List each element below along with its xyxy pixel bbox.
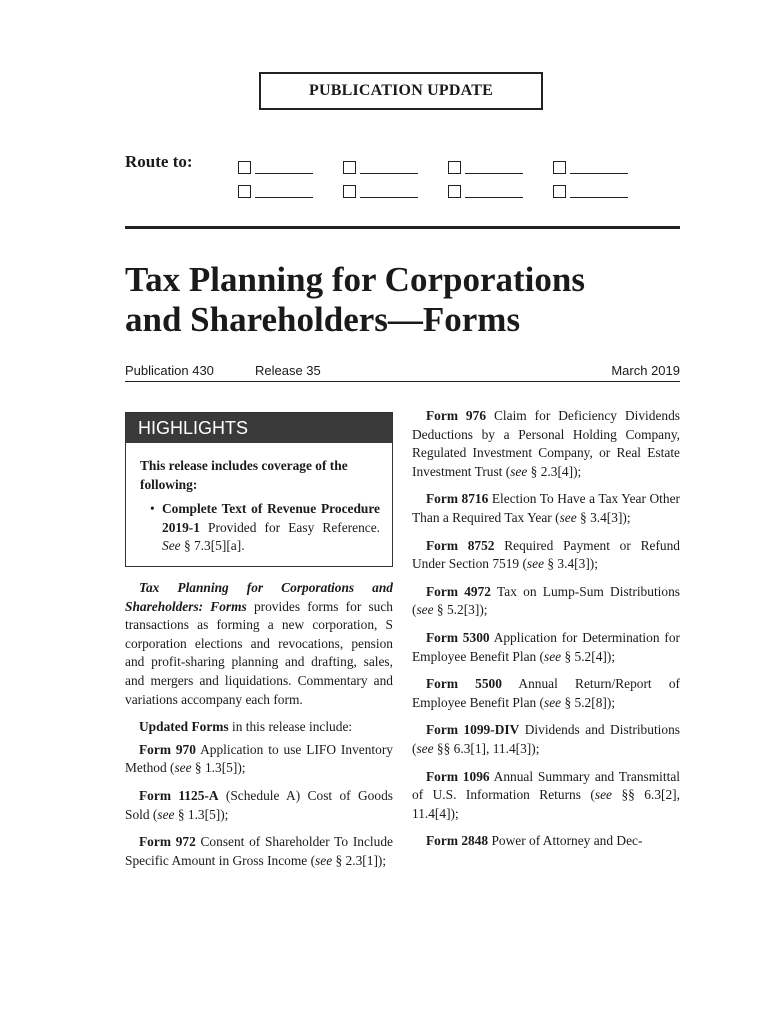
highlights-bullet-text (162, 500, 380, 556)
form-entry (412, 768, 680, 824)
route-slot[interactable] (238, 154, 343, 176)
publication-number: Publication 430 (125, 363, 214, 378)
form-name: Form 1125-A (139, 787, 219, 803)
form-desc: Application for Determination for Employee Benefit Plan ( (412, 629, 680, 664)
route-slot[interactable] (448, 178, 553, 200)
highlights-body (126, 443, 392, 566)
form-entry (412, 490, 680, 527)
form-see: see (544, 694, 562, 710)
route-slot[interactable] (553, 154, 658, 176)
form-see: see (174, 760, 192, 776)
form-ref: §§ 6.3[1], 11.4[3]); (433, 740, 540, 756)
right-column (412, 407, 680, 851)
highlight-see: See (162, 538, 181, 554)
highlight-bold: Complete Text of Revenue Procedure 2019-1 (162, 501, 380, 535)
form-ref: § 5.2[4]); (561, 648, 616, 664)
form-name: Form 970 (139, 741, 196, 757)
form-ref: § 5.2[3]); (433, 602, 488, 618)
form-entry (125, 741, 393, 778)
form-desc: Annual Summary and Transmittal of U.S. Information Returns ( (412, 768, 680, 803)
route-checkbox[interactable] (343, 161, 356, 174)
route-checkbox[interactable] (553, 185, 566, 198)
release-number: Release 35 (255, 363, 321, 378)
title-line-2: and Shareholders—Forms (125, 300, 521, 339)
form-name: Form 5500 (426, 676, 502, 692)
form-desc: Election To Have a Tax Year Other Than a Required Tax Year ( (412, 491, 680, 525)
form-desc: (Schedule A) Cost of Goods Sold ( (125, 787, 393, 822)
form-name: Form 5300 (426, 629, 490, 645)
route-checkbox[interactable] (448, 185, 461, 198)
left-column (125, 412, 393, 870)
page-title (125, 260, 725, 340)
form-see: see (559, 509, 577, 525)
highlights-box (125, 412, 393, 567)
publication-update-label: PUBLICATION UPDATE (309, 82, 493, 99)
route-checkbox[interactable] (448, 161, 461, 174)
route-checkbox[interactable] (238, 161, 251, 174)
form-see: see (510, 463, 528, 479)
highlights-bullet-item (140, 500, 380, 556)
form-name: Form 2848 (426, 833, 489, 849)
route-slot[interactable] (553, 178, 658, 200)
form-ref: § 1.3[5]); (191, 760, 246, 776)
route-row (238, 178, 658, 200)
form-ref: § 2.3[1]); (332, 852, 387, 868)
updated-forms-paragraph (125, 718, 393, 737)
form-name: Form 976 (426, 408, 487, 423)
route-to-label: Route to: (125, 152, 193, 171)
highlights-heading: HIGHLIGHTS (126, 413, 392, 443)
form-see: see (594, 787, 612, 803)
form-ref: §§ 6.3[2], 11.4[4]); (412, 787, 680, 821)
form-see: see (526, 556, 545, 572)
form-entry (412, 832, 680, 851)
form-entry (412, 721, 680, 758)
route-checkbox[interactable] (343, 185, 356, 198)
publication-update-box (259, 72, 543, 110)
form-desc: Claim for Deficiency Dividends Deductions by a Personal Holding Company, Regulated Investment Company, or Real Estate Investment Trust ( (412, 408, 680, 479)
form-name: Form 972 (139, 834, 196, 850)
route-row (238, 154, 658, 176)
route-slot[interactable] (343, 154, 448, 176)
form-entry (412, 583, 680, 620)
route-slot[interactable] (238, 178, 343, 200)
form-entry (125, 787, 393, 824)
form-desc: Application to use LIFO Inventory Method ( (125, 741, 393, 776)
form-name: Form 8716 (426, 491, 489, 507)
form-desc: Required Payment or Refund Under Section 7519 ( (412, 537, 680, 572)
form-ref: § 3.4[3]); (544, 556, 598, 572)
form-name: Form 1099-DIV (426, 722, 520, 738)
route-name-line[interactable] (255, 197, 313, 198)
form-ref: § 5.2[8]); (561, 694, 616, 710)
intro-title-ref: Tax Planning for Corporations and Shareholders: Forms (125, 579, 393, 614)
form-see: see (544, 648, 562, 664)
route-checkbox[interactable] (238, 185, 251, 198)
form-entry (125, 833, 393, 870)
highlights-intro: This release includes coverage of the following: (140, 458, 348, 492)
route-name-line[interactable] (570, 197, 628, 198)
route-name-line[interactable] (570, 173, 628, 174)
highlight-text: Provided for Easy Reference. (199, 519, 380, 535)
form-desc: Power of Attorney and Dec- (488, 833, 643, 849)
route-name-line[interactable] (360, 197, 418, 198)
route-name-line[interactable] (360, 173, 418, 174)
route-name-line[interactable] (465, 197, 523, 198)
header-divider (125, 226, 680, 229)
updated-forms-text: in this release include: (228, 719, 353, 735)
form-entry (412, 407, 680, 481)
intro-text: provides forms for such transactions as forming a new corporation, S corporation elections and revocations, pension and profit-sharing planning and drafting, sales, and mergers and liquidations. Commentary and variations accompany each form. (125, 598, 393, 707)
form-desc: Consent of Shareholder To Include Specific Amount in Gross Income ( (125, 834, 393, 868)
form-ref: § 3.4[3]); (576, 509, 631, 525)
form-entry (412, 675, 680, 712)
route-checkbox[interactable] (553, 161, 566, 174)
form-ref: § 1.3[5]); (174, 806, 229, 822)
form-ref: § 2.3[4]); (527, 463, 582, 479)
form-name: Form 8752 (426, 537, 495, 553)
form-desc: Annual Return/Report of Employee Benefit Plan ( (412, 676, 680, 710)
updated-forms-bold: Updated Forms (139, 719, 229, 735)
form-see: see (416, 602, 434, 618)
form-desc: Dividends and Distributions ( (412, 722, 680, 756)
form-entry (412, 537, 680, 574)
publication-info-bar (125, 363, 680, 382)
form-desc: Tax on Lump-Sum Distributions ( (412, 583, 680, 618)
release-date: March 2019 (611, 363, 680, 378)
route-name-line[interactable] (465, 173, 523, 174)
form-see: see (416, 740, 434, 756)
route-checkbox-grid (238, 154, 658, 202)
form-see: see (315, 852, 333, 868)
intro-paragraph (125, 579, 393, 709)
form-see: see (157, 806, 175, 822)
form-entry (412, 629, 680, 666)
highlight-ref: § 7.3[5][a]. (180, 538, 245, 554)
title-line-1: Tax Planning for Corporations (125, 260, 585, 299)
form-name: Form 4972 (426, 583, 492, 599)
route-name-line[interactable] (255, 173, 313, 174)
bullet-icon: • (150, 501, 155, 517)
route-slot[interactable] (343, 178, 448, 200)
form-name: Form 1096 (426, 768, 490, 784)
route-slot[interactable] (448, 154, 553, 176)
